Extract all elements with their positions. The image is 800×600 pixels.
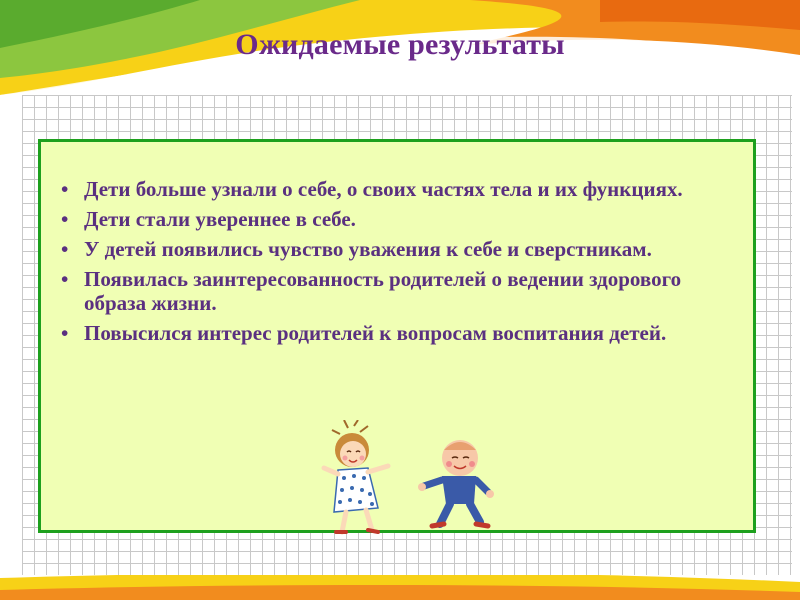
slide-title: Ожидаемые результаты — [235, 28, 565, 61]
bullet-icon: • — [61, 177, 69, 201]
list-item-text: Повысился интерес родителей к вопросам воспитания детей. — [84, 321, 667, 345]
list-item-text: Появилась заинтересованность родителей о ведении здорового образа жизни. — [84, 267, 682, 315]
bullet-icon: • — [61, 267, 69, 291]
bullet-icon: • — [61, 321, 69, 345]
list-item — [59, 207, 735, 231]
list-item — [59, 177, 735, 201]
bullet-icon: • — [61, 207, 69, 231]
list-item — [59, 267, 735, 315]
boy-figure — [418, 440, 494, 526]
list-item — [59, 237, 735, 261]
list-item-text: Дети больше узнали о себе, о своих частях тела и их функциях. — [84, 177, 683, 201]
list-item-text: Дети стали увереннее в себе. — [84, 207, 356, 231]
results-list — [59, 177, 735, 351]
girl-figure — [324, 420, 388, 532]
dancing-children-illustration — [320, 420, 495, 540]
list-item — [59, 321, 735, 345]
list-item-text: У детей появились чувство уважения к себе и сверстникам. — [84, 237, 652, 261]
bullet-icon: • — [61, 237, 69, 261]
